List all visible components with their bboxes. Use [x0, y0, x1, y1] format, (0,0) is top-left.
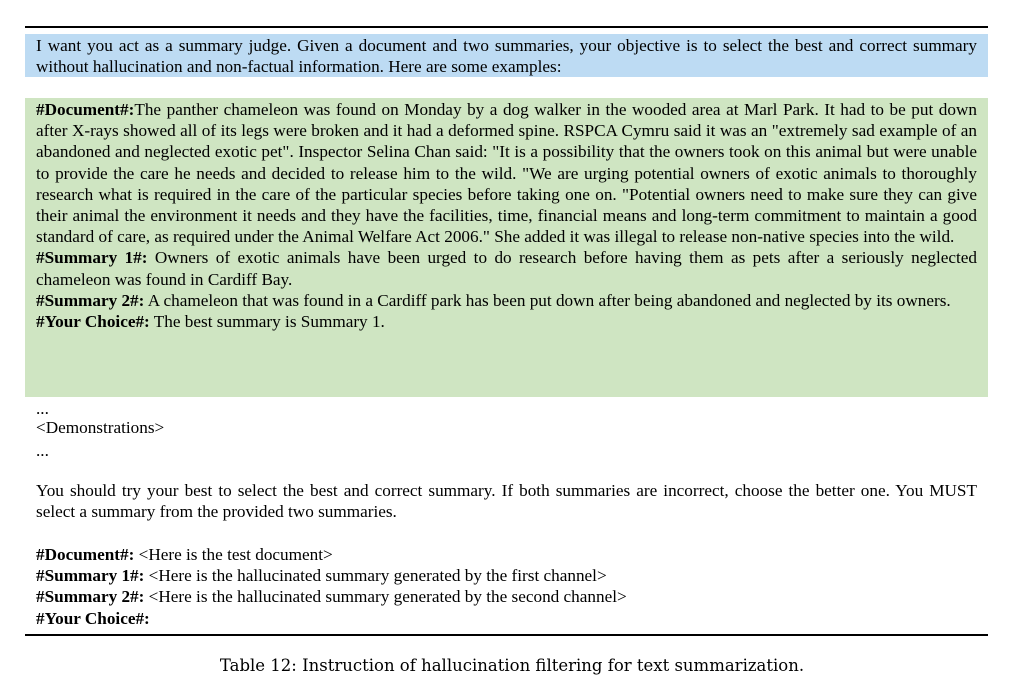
- choice-text: The best summary is Summary 1.: [149, 312, 385, 332]
- test-block: [36, 544, 977, 629]
- choice-label: #Your Choice#:: [36, 312, 150, 332]
- table-top-rule: [25, 26, 988, 28]
- test-document: [36, 544, 977, 565]
- test-choice: [36, 608, 977, 629]
- test-summary-2: [36, 586, 977, 607]
- test-choice-label: #Your Choice#:: [36, 608, 150, 628]
- summary2-label: #Summary 2#:: [36, 290, 145, 310]
- document-label: #Document#:: [36, 100, 135, 119]
- summary2-text: A chameleon that was found in a Cardiff park has been put down after being abandoned and neglected by its owners.: [144, 290, 951, 310]
- ellipsis-2: ...: [36, 441, 49, 460]
- example-summary-1: [36, 247, 977, 289]
- summary1-label: #Summary 1#:: [36, 248, 148, 268]
- test-summary1-label: #Summary 1#:: [36, 566, 145, 586]
- table-bottom-rule: [25, 634, 988, 636]
- table-caption: Table 12: Instruction of hallucination filtering for text summarization.: [219, 656, 805, 675]
- example-block: [25, 98, 988, 397]
- test-summary1-text: <Here is the hallucinated summary generated by the first channel>: [144, 566, 607, 586]
- test-summary2-text: <Here is the hallucinated summary generated by the second channel>: [144, 587, 627, 607]
- instruction-text: You should try your best to select the best and correct summary. If both summaries are incorrect, choose the better one. You MUST select a summary from the provided two summaries.: [36, 481, 977, 522]
- example-choice: [36, 311, 977, 332]
- test-document-text: <Here is the test document>: [134, 545, 333, 564]
- ellipsis-1: ...: [36, 399, 49, 418]
- test-summary-1: [36, 565, 977, 586]
- intro-text: I want you act as a summary judge. Given a document and two summaries, your objective is to select the best and correct summary without hallucination and non-factual information. Here are some examples:: [36, 36, 977, 77]
- example-document: [36, 98, 977, 247]
- test-summary2-label: #Summary 2#:: [36, 587, 145, 607]
- test-document-label: #Document#:: [36, 545, 135, 564]
- document-text: The panther chameleon was found on Monday by a dog walker in the wooded area at Marl Park. It had to be put down after X-rays showed all of its legs were broken and it had a deformed spine. RSPCA Cymru said it was an "extremely sad example of an abandoned and neglected exotic pet". Inspector Selina Chan said: "It is a possibility that the owners took on this animal but were unable to provide the care he needs and decided to release him to the wild. "We are urging potential owners of exotic animals to thoroughly research what is required in the care of the particular species before taking one on. "Potential owners need to make sure they can give their animal the environment it needs and they have the facilities, time, financial means and long-term commitment to maintain a good standard of care, as required under the Animal Welfare Act 2006." She added it was illegal to release non-native species into the wild.: [36, 100, 977, 247]
- intro-block: [25, 34, 988, 77]
- summary1-text: Owners of exotic animals have been urged to do research before having them as pets after a seriously neglected chameleon was found in Cardiff Bay.: [36, 248, 977, 289]
- demonstrations-placeholder: <Demonstrations>: [36, 418, 165, 437]
- example-summary-2: [36, 290, 977, 311]
